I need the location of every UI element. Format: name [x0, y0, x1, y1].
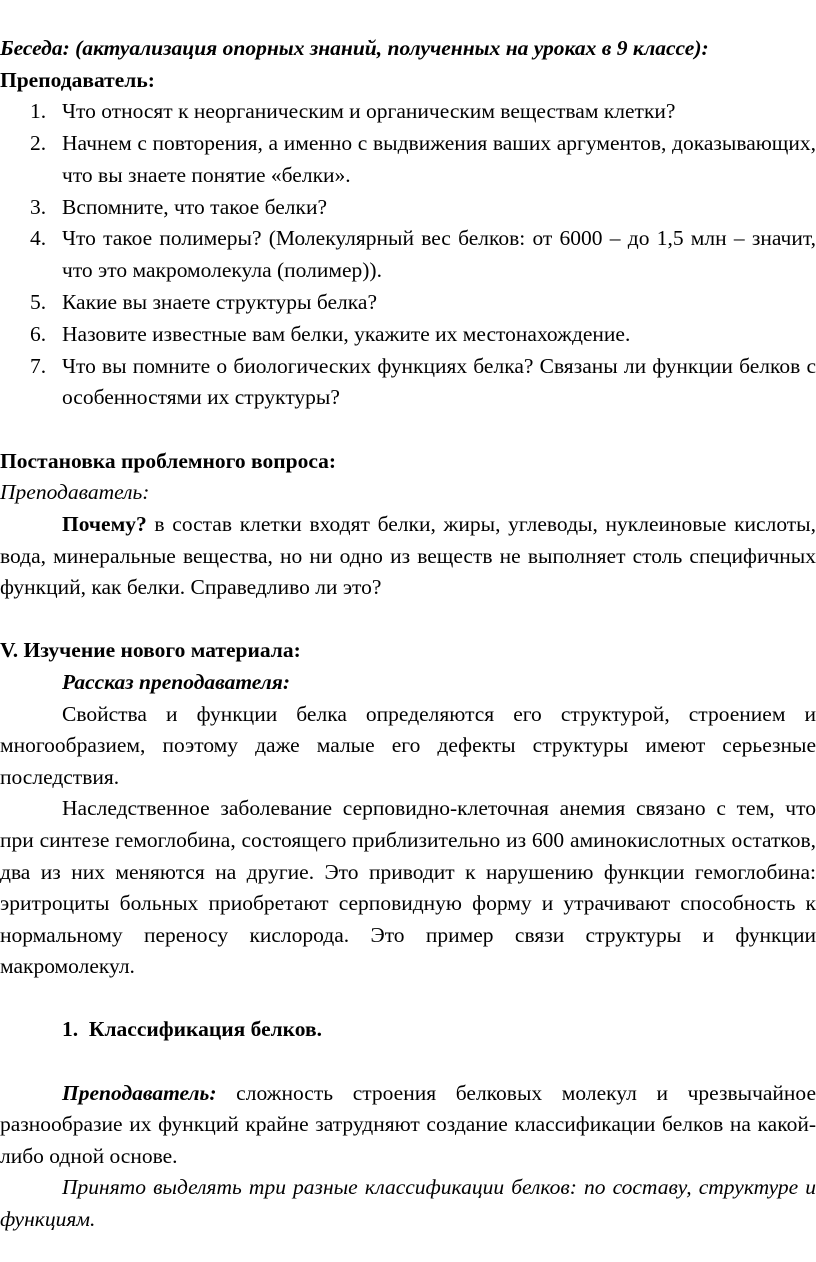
- list-number: 1.: [30, 99, 47, 124]
- problem-why: Почему?: [62, 511, 147, 536]
- list-item: [0, 192, 816, 224]
- list-item-text: Что относят к неорганическим и органическим веществам клетки?: [62, 99, 676, 124]
- list-number: 5.: [30, 289, 47, 314]
- list-item-text: Что вы помните о биологических функциях белка? Связаны ли функции белков с особенностями их структуры?: [62, 353, 816, 410]
- list-item-text: Вспомните, что такое белки?: [62, 194, 327, 219]
- list-item: [0, 128, 816, 191]
- classification-number: 1.: [62, 1017, 79, 1042]
- list-number: 7.: [30, 353, 47, 378]
- list-item: [0, 287, 816, 319]
- classification-italic-paragraph: Принято выделять три разные классификации белков: по составу, структуре и функциям.: [0, 1175, 816, 1232]
- list-item: [0, 351, 816, 414]
- question-list: [0, 96, 816, 414]
- list-number: 2.: [30, 131, 47, 156]
- list-item: [0, 96, 816, 128]
- list-number: 6.: [30, 321, 47, 346]
- classification-text: сложность строения белковых молекул и чрезвычайное разнообразие их функций крайне затрудняют создание классификации белков на какой-либо одной основе.: [0, 1080, 816, 1168]
- list-item: [0, 319, 816, 351]
- list-number: 4.: [30, 226, 47, 251]
- problem-teacher-label: Преподаватель:: [0, 480, 150, 505]
- teacher-label: Преподаватель:: [0, 67, 155, 92]
- classification-paragraph: [0, 1078, 816, 1173]
- classification-teacher-label: Преподаватель:: [62, 1080, 217, 1105]
- classification-heading: [0, 1014, 816, 1046]
- classification-title: Классификация белков.: [88, 1017, 322, 1042]
- paragraph-properties: Свойства и функции белка определяются его структурой, строением и многообразием, поэтому даже малые его дефекты структуры имеют серьезные последствия.: [0, 701, 816, 789]
- paragraph-anemia: Наследственное заболевание серповидно-клеточная анемия связано с тем, что при синтезе гемоглобина, состоящего приблизительно из 600 аминокислотных остатков, два из них меняются на другие. Это приводит к нарушению функции гемоглобина: эритроциты больных приобретают серповидную форму и утрачивают способность к нормальному переносу кислорода. Это пример связи структуры и функции макромолекул.: [0, 796, 816, 979]
- document-page: [0, 33, 816, 1236]
- story-label: Рассказ преподавателя:: [62, 669, 291, 694]
- section-heading: V. Изучение нового материала:: [0, 638, 301, 663]
- intro-heading: Беседа: (актуализация опорных знаний, полученных на уроках в 9 классе):: [0, 36, 709, 60]
- problem-heading: Постановка проблемного вопроса:: [0, 448, 337, 473]
- problem-paragraph: [0, 509, 816, 604]
- list-item-text: Начнем с повторения, а именно с выдвижения ваших аргументов, доказывающих, что вы знаете понятие «белки».: [62, 131, 816, 187]
- problem-text: в состав клетки входят белки, жиры, углеводы, нуклеиновые кислоты, вода, минеральные вещества, но ни одно из веществ не выполняет столь специфичных функций, как белки. Справедливо ли это?: [0, 511, 816, 600]
- list-number: 3.: [30, 194, 47, 219]
- list-item-text: Назовите известные вам белки, укажите их местонахождение.: [62, 321, 631, 346]
- list-item-text: Какие вы знаете структуры белка?: [62, 289, 377, 314]
- list-item: [0, 223, 816, 286]
- list-item-text: Что такое полимеры? (Молекулярный вес белков: от 6000 – до 1,5 млн – значит, что это макромолекула (полимер)).: [62, 226, 816, 283]
